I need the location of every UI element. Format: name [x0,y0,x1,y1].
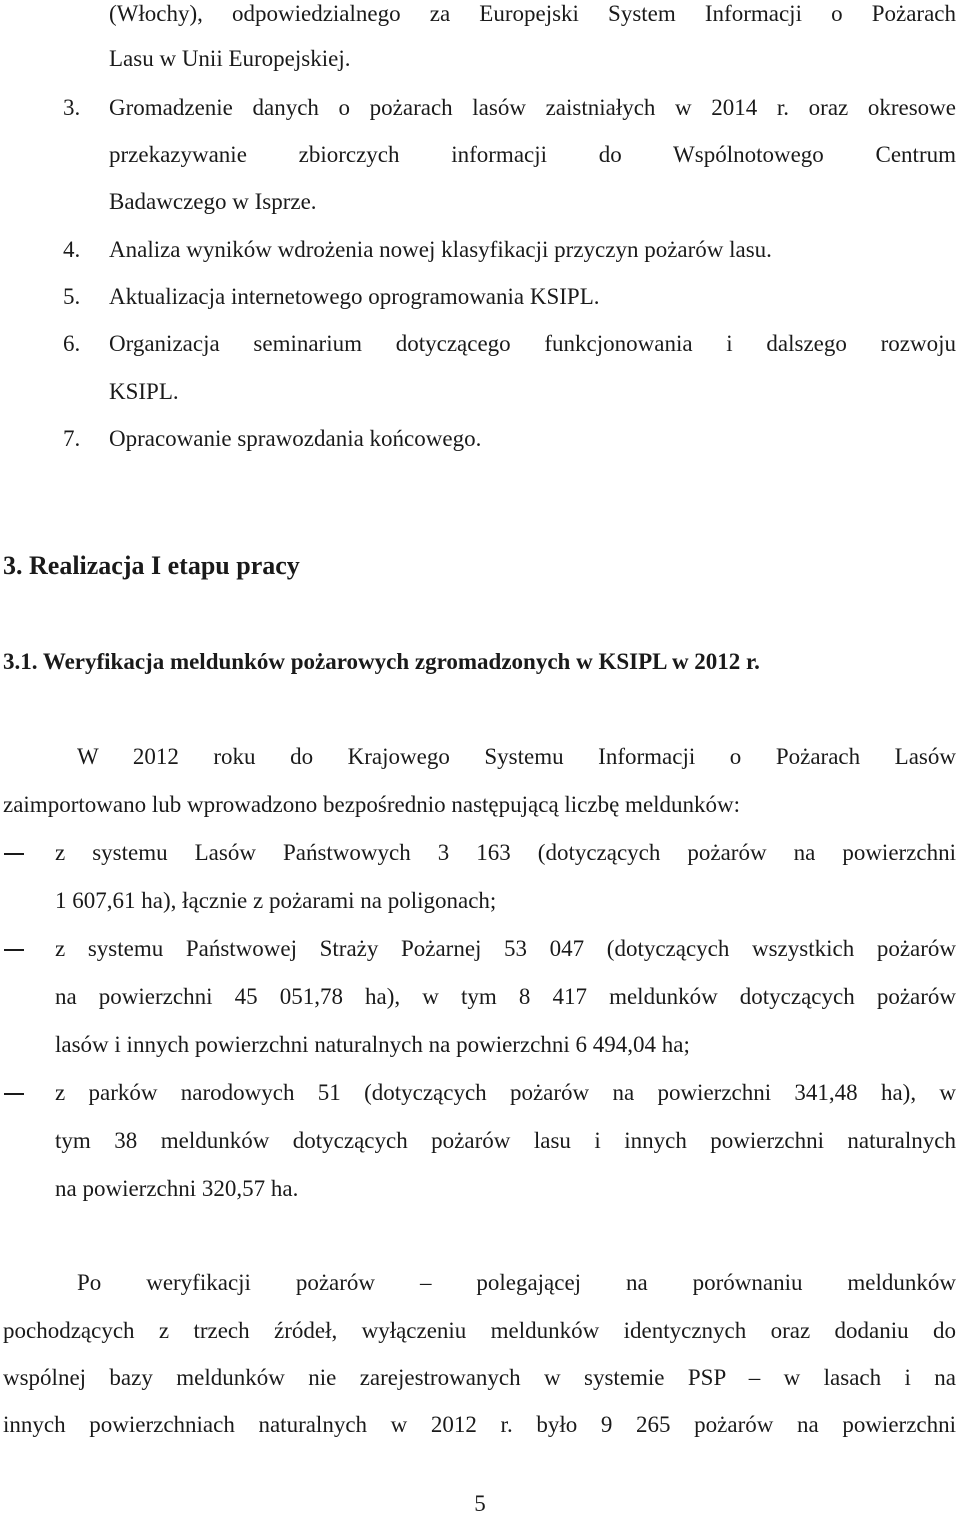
list-item-line: przekazywanie zbiorczych informacji do Wspólnotowego Centrum [109,142,956,167]
page-number: 5 [474,1491,486,1515]
list-item-line: Badawczego w Isprze. [109,189,317,214]
bullet-line: na powierzchni 320,57 ha. [55,1176,299,1201]
paragraph-line: wspólnej bazy meldunków nie zarejestrowanych w systemie PSP – w lasach i na [3,1365,956,1390]
list-item-line: Aktualizacja internetowego oprogramowania KSIPL. [109,284,600,309]
paragraph-line: Po weryfikacji pożarów – polegającej na porównaniu meldunków [77,1270,956,1295]
bullet-line: z parków narodowych 51 (dotyczących pożarów na powierzchni 341,48 ha), w [55,1080,956,1105]
section-heading: 3. Realizacja I etapu pracy [3,551,300,580]
bullet-line: z systemu Państwowej Straży Pożarnej 53 047 (dotyczących wszystkich pożarów [55,936,956,961]
bullet-line: z systemu Lasów Państwowych 3 163 (dotyczących pożarów na powierzchni [55,840,956,865]
list-item-line: Opracowanie sprawozdania końcowego. [109,426,482,451]
paragraph-line: pochodzących z trzech źródeł, wyłączeniu meldunków identycznych oraz dodaniu do [3,1318,956,1343]
list-item-line: Analiza wyników wdrożenia nowej klasyfikacji przyczyn pożarów lasu. [109,237,772,262]
dash-bullet-icon [4,949,24,951]
subsection-heading: 3.1. Weryfikacja meldunków pożarowych zgromadzonych w KSIPL w 2012 r. [3,649,760,674]
intro-line-1: (Włochy), odpowiedzialnego za Europejski System Informacji o Pożarach [109,1,956,26]
list-item-number: 5. [63,284,81,309]
paragraph-line: W 2012 roku do Krajowego Systemu Informacji o Pożarach Lasów [77,744,956,769]
bullet-line: 1 607,61 ha), łącznie z pożarami na poligonach; [55,888,497,913]
intro-line-2: Lasu w Unii Europejskiej. [109,46,351,71]
list-item-number: 3. [63,95,81,120]
dash-bullet-icon [4,1093,24,1095]
bullet-line: lasów i innych powierzchni naturalnych na powierzchni 6 494,04 ha; [55,1032,690,1057]
list-item-line: Gromadzenie danych o pożarach lasów zaistniałych w 2014 r. oraz okresowe [109,95,956,120]
bullet-line: tym 38 meldunków dotyczących pożarów lasu i innych powierzchni naturalnych [55,1128,956,1153]
list-item-line: KSIPL. [109,379,179,404]
list-item-line: Organizacja seminarium dotyczącego funkcjonowania i dalszego rozwoju [109,331,956,356]
paragraph-line: zaimportowano lub wprowadzono bezpośrednio następującą liczbę meldunków: [3,792,741,817]
dash-bullet-icon [4,853,24,855]
list-item-number: 6. [63,331,81,356]
list-item-number: 7. [63,426,81,451]
list-item-number: 4. [63,237,81,262]
paragraph-line: innych powierzchniach naturalnych w 2012 r. było 9 265 pożarów na powierzchni [3,1412,956,1437]
bullet-line: na powierzchni 45 051,78 ha), w tym 8 417 meldunków dotyczących pożarów [55,984,956,1009]
